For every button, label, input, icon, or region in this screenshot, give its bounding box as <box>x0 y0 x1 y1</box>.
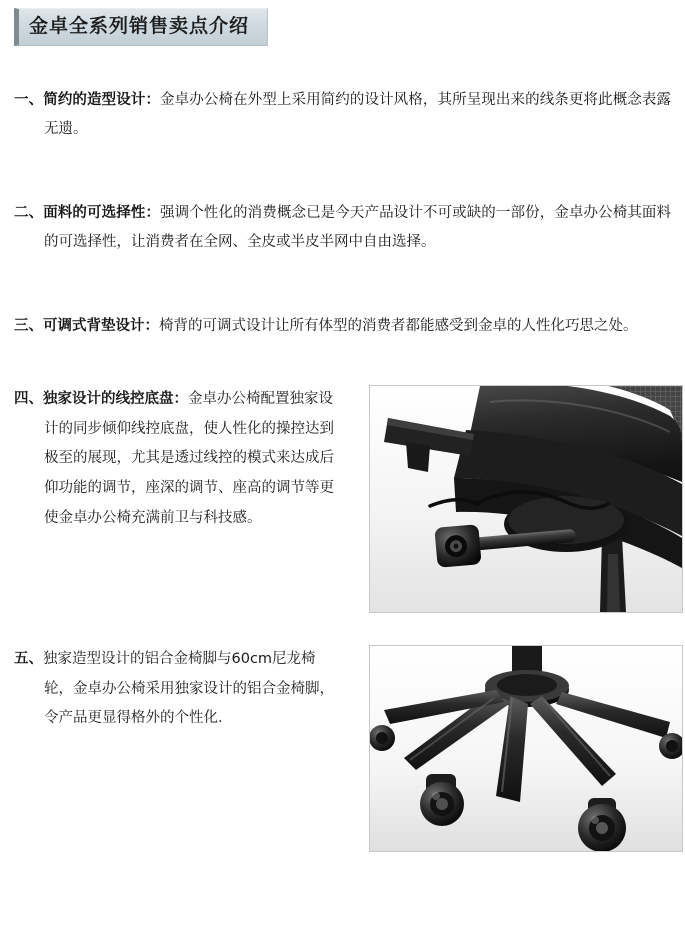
section-3 <box>14 312 671 341</box>
section-2-separator: ： <box>145 204 161 221</box>
section-4-heading: 独家设计的线控底盘 <box>43 390 174 407</box>
section-2-number: 二、 <box>14 204 44 221</box>
chair-base-illustration <box>370 646 682 851</box>
page-title-banner <box>14 8 268 46</box>
section-2-heading: 面料的可选择性 <box>43 204 146 221</box>
section-3-number: 三、 <box>14 317 43 334</box>
section-3-body: 椅背的可调式设计让所有体型的消费者都能感受到金卓的人性化巧思之处。 <box>159 317 638 334</box>
chair-mechanism-illustration <box>370 386 682 612</box>
chair-mechanism-photo <box>369 385 683 613</box>
section-5-body: 独家造型设计的铝合金椅脚与60cm尼龙椅轮，金卓办公椅采用独家设计的铝合金椅脚，令产品更显得格外的个性化． <box>43 650 334 727</box>
section-1-body: 金卓办公椅在外型上采用简约的设计风格，其所呈现出来的线条更将此概念表露无遗。 <box>44 91 672 137</box>
section-3-separator: ： <box>144 317 159 334</box>
chair-base-photo <box>369 645 683 852</box>
section-1-heading: 简约的造型设计 <box>43 91 146 108</box>
section-5-paragraph <box>14 645 344 734</box>
section-4-paragraph <box>14 385 344 534</box>
section-1-separator: ： <box>145 91 161 108</box>
section-4 <box>14 385 671 615</box>
section-2-body: 强调个性化的消费概念已是今天产品设计不可或缺的一部份，金卓办公椅其面料的可选择性，让消费者在全网、全皮或半皮半网中自由选择。 <box>44 204 672 250</box>
section-4-separator: ： <box>173 390 188 407</box>
section-4-number: 四、 <box>14 390 43 407</box>
section-3-paragraph <box>14 312 671 341</box>
section-5-number: 五、 <box>14 650 43 667</box>
section-2 <box>14 199 671 257</box>
section-1 <box>14 86 671 144</box>
section-1-number: 一、 <box>14 91 44 108</box>
section-2-paragraph <box>14 199 671 257</box>
page-title: 金卓全系列销售卖点介绍 <box>29 15 250 37</box>
section-3-heading: 可调式背垫设计 <box>43 317 145 334</box>
section-1-paragraph <box>14 86 671 144</box>
section-4-body: 金卓办公椅配置独家设计的同步倾仰线控底盘，使人性化的操控达到极至的展现，尤其是透过线控的模式来达成后仰功能的调节，座深的调节、座高的调节等更使金卓办公椅充满前卫与科技感。 <box>44 390 334 526</box>
section-5 <box>14 645 671 865</box>
